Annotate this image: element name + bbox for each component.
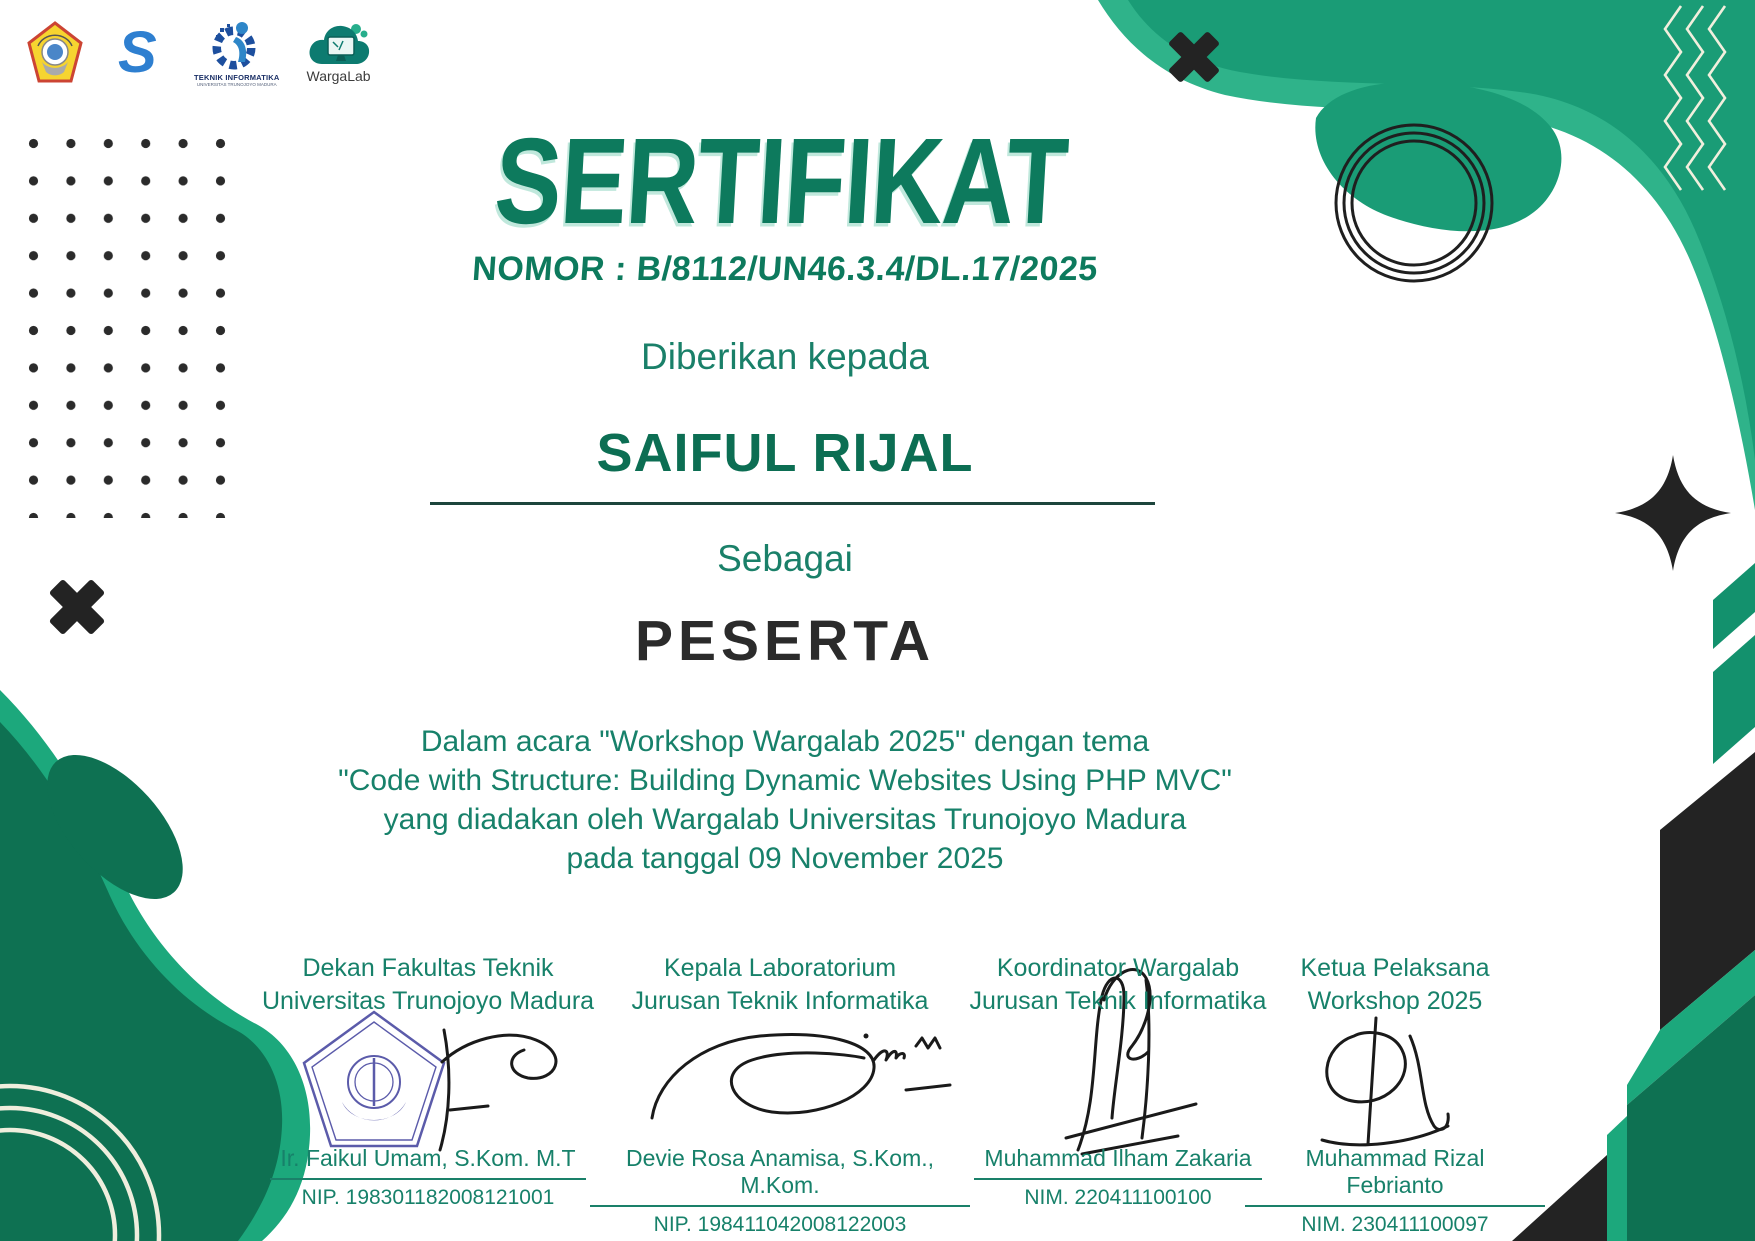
teknik-informatika-logo xyxy=(194,20,280,88)
signatory-id: NIM. 230411100097 xyxy=(1301,1213,1489,1236)
given-to-label: Diberikan kepada xyxy=(641,336,929,377)
signatory-title-line: Universitas Trunojoyo Madura xyxy=(261,987,595,1015)
signatory-title-line: Dekan Fakultas Teknik xyxy=(302,954,554,982)
signatory-id: NIM. 220411100100 xyxy=(1024,1186,1212,1209)
fakultas-teknik-logo xyxy=(110,20,168,84)
recipient-name: SAIFUL RIJAL xyxy=(596,423,974,483)
signatory-title-line: Ketua Pelaksana xyxy=(1300,954,1490,982)
signatory-id: NIP. 198411042008122003 xyxy=(653,1213,907,1236)
logo-caption: TEKNIK INFORMATIKA xyxy=(194,73,280,82)
wargalab-logo xyxy=(306,20,372,84)
cloud-monitor-icon xyxy=(306,20,372,66)
signatory-title xyxy=(1245,952,1545,1018)
signatory-block-kepala-lab xyxy=(590,952,970,1236)
signatory-title xyxy=(953,952,1283,1018)
logo-row xyxy=(26,20,372,88)
signatory-name: Muhammad Ilham Zakaria xyxy=(974,1145,1261,1180)
letter-s-icon xyxy=(110,20,168,84)
signatory-title xyxy=(248,952,608,1018)
svg-text:S: S xyxy=(118,20,157,84)
event-description xyxy=(0,722,1570,878)
recipient-underline xyxy=(430,502,1155,505)
signatory-title-line: Jurusan Teknik Informatika xyxy=(969,987,1267,1015)
signatory-block-dekan xyxy=(248,952,608,1214)
description-line: pada tanggal 09 November 2025 xyxy=(566,842,1004,875)
signatory-title-line: Workshop 2025 xyxy=(1307,987,1483,1015)
signatory-identity xyxy=(953,1145,1283,1210)
signatory-name: Devie Rosa Anamisa, S.Kom., M.Kom. xyxy=(590,1145,970,1207)
universitas-trunojoyo-logo xyxy=(26,20,84,86)
signatory-title-line: Jurusan Teknik Informatika xyxy=(631,987,929,1015)
signatory-title-line: Koordinator Wargalab xyxy=(996,954,1240,982)
signatory-identity xyxy=(248,1145,608,1210)
signatory-title-line: Kepala Laboratorium xyxy=(663,954,897,982)
description-line: "Code with Structure: Building Dynamic Websites Using PHP MVC" xyxy=(338,764,1232,797)
as-label: Sebagai xyxy=(717,538,853,579)
signatory-block-koordinator xyxy=(953,952,1283,1214)
signatory-title xyxy=(590,952,970,1018)
gear-person-icon xyxy=(202,20,272,74)
signatory-id: NIP. 198301182008121001 xyxy=(301,1186,555,1209)
signatory-block-ketua-pelaksana xyxy=(1245,952,1545,1236)
signatory-identity xyxy=(590,1145,970,1237)
description-line: yang diadakan oleh Wargalab Universitas Trunojoyo Madura xyxy=(383,803,1187,836)
logo-caption: WargaLab xyxy=(306,68,371,84)
signatory-name: Muhammad Rizal Febrianto xyxy=(1245,1145,1545,1207)
certificate-title: SERTIFIKAT xyxy=(491,113,1071,250)
signatory-name: Ir. Faikul Umam, S.Kom. M.T xyxy=(270,1145,585,1180)
participant-role: PESERTA xyxy=(635,609,935,673)
description-line: Dalam acara "Workshop Wargalab 2025" dengan tema xyxy=(420,725,1150,758)
signatory-identity xyxy=(1245,1145,1545,1237)
pentagon-crest-icon xyxy=(26,20,84,86)
logo-subcaption: UNIVERSITAS TRUNOJOYO MADURA xyxy=(196,82,277,88)
certificate-number: NOMOR : B/8112/UN46.3.4/DL.17/2025 xyxy=(470,250,1100,288)
